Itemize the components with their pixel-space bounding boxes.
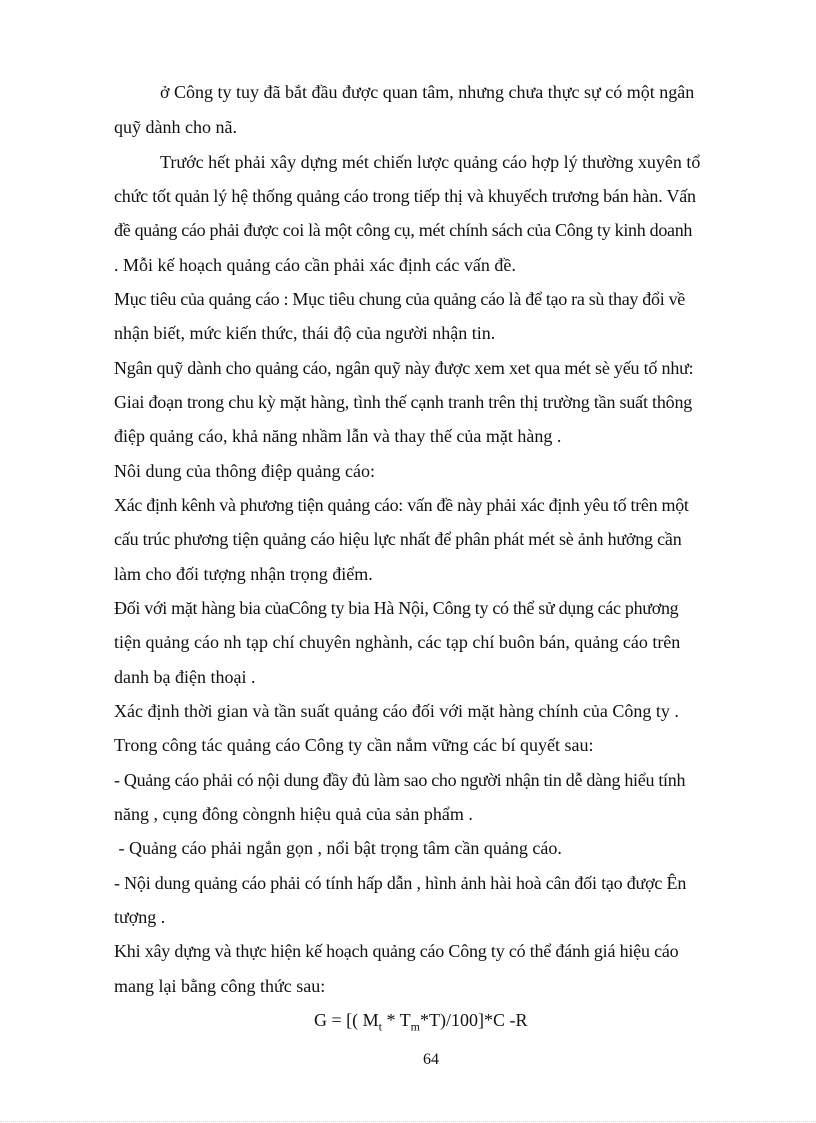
text-line: Trước hết phải xây dựng mét chiến lược quảng cáo hợp lý thường xuyên tổ: [160, 152, 701, 172]
text-line: năng , cụng đông còngnh hiệu quả của sản phẩm .: [114, 804, 473, 824]
formula-subscript-m: m: [410, 1019, 421, 1034]
formula: [314, 1010, 528, 1035]
text-line: mang lại bằng công thức sau:: [114, 976, 326, 996]
formula-suffix: *T)/100]*C -R: [420, 1010, 528, 1030]
text-line: - Nội dung quảng cáo phải có tính hấp dẫn , hình ảnh hài hoà cân đối tạo được Ên: [114, 873, 687, 893]
text-line: - Quảng cáo phải ngắn gọn , nổi bật trọng tâm cần quảng cáo.: [114, 838, 562, 858]
text-line: ở Công ty tuy đã bắt đầu được quan tâm, nhưng chưa thực sự có một ngân: [160, 82, 695, 102]
formula-subscript-t: t: [378, 1019, 382, 1034]
text-line: Ngân quỹ dành cho quảng cáo, ngân quỹ này được xem xet qua mét sè yếu tố như:: [114, 358, 694, 378]
text-line: nhận biết, mức kiến thức, thái độ của người nhận tin.: [114, 323, 496, 343]
text-line: - Quảng cáo phải có nội dung đầy đủ làm sao cho người nhận tin dễ dàng hiểu tính: [114, 770, 686, 790]
text-line: quỹ dành cho nã.: [114, 117, 237, 137]
page-number: 64: [423, 1051, 439, 1068]
text-line: . Mỗi kế hoạch quảng cáo cần phải xác định các vấn đề.: [114, 255, 516, 275]
text-line: Xác định kênh và phương tiện quảng cáo: vấn đề này phải xác định yêu tố trên một: [114, 495, 689, 515]
text-line: Trong công tác quảng cáo Công ty cần nắm vững các bí quyết sau:: [114, 735, 594, 755]
text-line: Khi xây dựng và thực hiện kế hoạch quảng cáo Công ty có thể đánh giá hiệu cáo: [114, 941, 679, 961]
text-line: Đối với mặt hàng bia củaCông ty bia Hà Nội, Công ty có thể sử dụng các phương: [114, 598, 679, 618]
text-line: tiện quảng cáo nh tạp chí chuyên nghành, các tạp chí buôn bán, quảng cáo trên: [114, 632, 681, 652]
text-line: cấu trúc phương tiện quảng cáo hiệu lực nhất để phân phát mét sè ảnh hưởng cần: [114, 529, 682, 549]
formula-middle: * T: [382, 1010, 411, 1030]
formula-prefix: G = [( M: [314, 1010, 379, 1030]
text-line: Mục tiêu của quảng cáo : Mục tiêu chung của quảng cáo là để tạo ra sù thay đổi về: [114, 289, 685, 309]
text-line: làm cho đối tượng nhận trọng điểm.: [114, 564, 373, 584]
text-line: chức tốt quản lý hệ thống quảng cáo trong tiếp thị và khuyếch trương bán hàn. Vấn: [114, 186, 696, 206]
text-line: điệp quảng cáo, khả năng nhầm lẫn và thay thế của mặt hàng .: [114, 426, 562, 446]
text-line: tượng .: [114, 907, 166, 927]
text-line: danh bạ điện thoại .: [114, 667, 256, 687]
text-line: Xác định thời gian và tần suất quảng cáo đối với mặt hàng chính của Công ty .: [114, 701, 679, 721]
text-line: Nôi dung của thông điệp quảng cáo:: [114, 461, 375, 481]
page-bottom-border: [0, 1121, 816, 1122]
text-line: đề quảng cáo phải được coi là một công cụ, mét chính sách của Công ty kinh doanh: [114, 220, 693, 240]
text-line: Giai đoạn trong chu kỳ mặt hàng, tình thế cạnh tranh trên thị trường tần suất thông: [114, 392, 693, 412]
